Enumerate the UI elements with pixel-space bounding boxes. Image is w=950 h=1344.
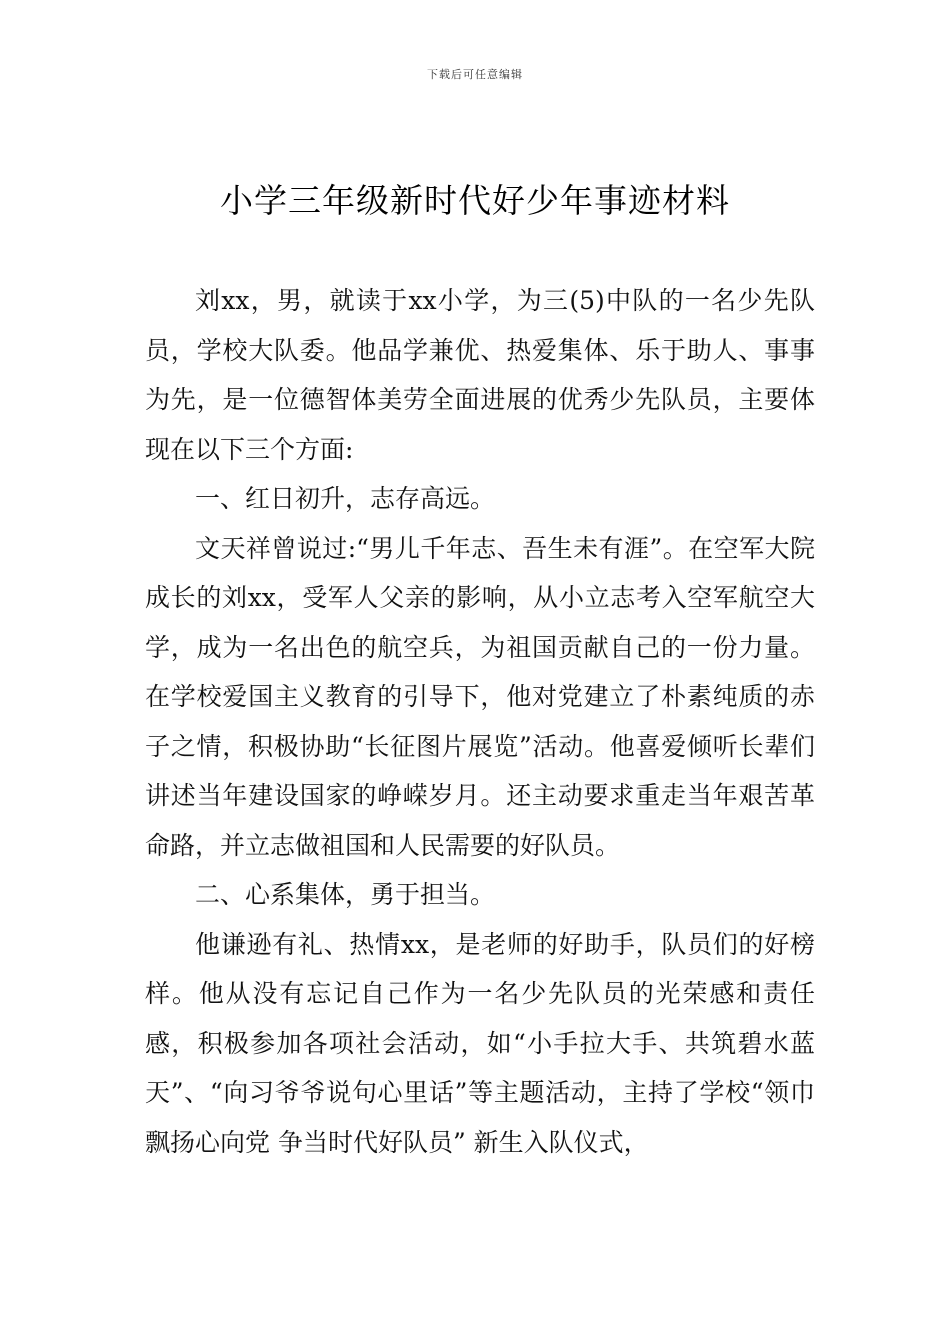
document-body: [145, 276, 815, 1167]
document-title: 小学三年级新时代好少年事迹材料: [220, 181, 730, 220]
paragraph-section-1: 文天祥曾说过:“男儿千年志、吾生未有涯”。在空军大院成长的刘xx，受军人父亲的影响，从小立志考入空军航空大学，成为一名出色的航空兵，为祖国贡献自己的一份力量。在学校爱国主义教育的引导下，他对党建立了朴素纯质的赤子之情，积极协助“长征图片展览”活动。他喜爱倾听长辈们讲述当年建设国家的峥嵘岁月。还主动要求重走当年艰苦革命路，并立志做祖国和人民需要的好队员。: [145, 533, 815, 860]
section-heading-2: 二、心系集体，勇于担当。: [195, 880, 496, 909]
section-heading-1: 一、红日初升，志存高远。: [195, 484, 496, 513]
paragraph-section-2: 他谦逊有礼、热情xx，是老师的好助手，队员们的好榜样。他从没有忘记自己作为一名少先队员的光荣感和责任感，积极参加各项社会活动，如“小手拉大手、共筑碧水蓝天”、“向习爷爷说句心里话”等主题活动，主持了学校“领巾飘扬心向党 争当时代好队员” 新生入队仪式，: [145, 929, 815, 1157]
paragraph-intro: 刘xx，男，就读于xx小学，为三(5)中队的一名少先队员，学校大队委。他品学兼优、热爱集体、乐于助人、事事为先，是一位德智体美劳全面进展的优秀少先队员，主要体现在以下三个方面:: [145, 286, 815, 464]
header-note: 下载后可任意编辑: [427, 68, 523, 81]
